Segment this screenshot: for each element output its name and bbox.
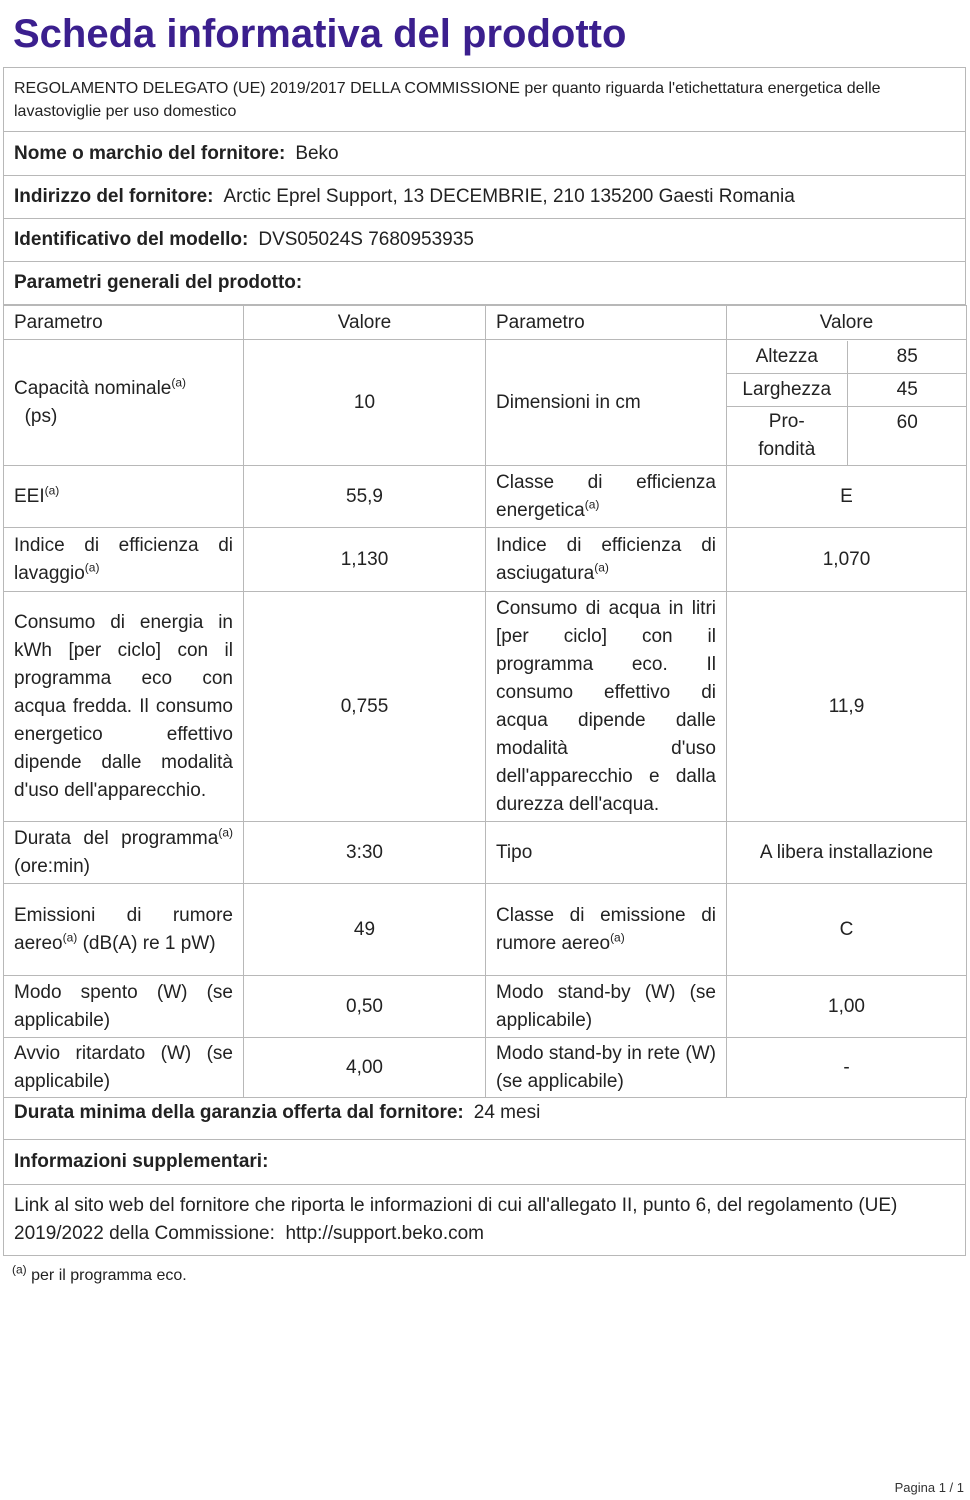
supplier-address-value: Arctic Eprel Support, 13 DECEMBRIE, 210 135200 Gaesti Romania <box>223 186 795 207</box>
additional-info-row <box>3 1140 966 1185</box>
table-row <box>4 528 967 592</box>
water-consumption-label: Consumo di acqua in litri [per ciclo] con il programma eco. Il consumo effettivo di acqua dipende dalle modalità d'uso dell'apparecchio e dalla durezza dell'acqua. <box>486 592 727 822</box>
regulation-text <box>3 67 966 132</box>
model-id-value: DVS05024S 7680953935 <box>258 229 474 250</box>
table-row <box>4 822 967 884</box>
page-number: Pagina 1 / 1 <box>894 1480 964 1495</box>
table-row <box>4 976 967 1038</box>
supplier-name-row <box>3 132 966 176</box>
type-label: Tipo <box>486 822 727 884</box>
page-title: Scheda informativa del prodotto <box>13 12 627 56</box>
off-mode-label: Modo spento (W) (se applicabile) <box>4 976 244 1038</box>
duration-label: Durata del programma$^{(a)}$ (ore:min) <box>4 822 244 884</box>
model-id-label: Identificativo del modello: <box>14 229 249 250</box>
altezza-label: Altezza <box>727 341 847 374</box>
supplier-name-value: Beko <box>295 142 339 164</box>
water-consumption-value: 11,9 <box>727 592 967 822</box>
header-param-2: Parametro <box>486 306 727 340</box>
header-value-2: Valore <box>727 306 967 340</box>
header-param-1: Parametro <box>4 306 244 340</box>
general-params-label: Parametri generali del prodotto: <box>14 272 303 293</box>
supplier-name-label: Nome o marchio del fornitore: <box>14 142 286 164</box>
table-row <box>4 1038 967 1098</box>
supplier-address-label: Indirizzo del fornitore: <box>14 186 214 207</box>
dimensions-label: Dimensioni in cm <box>486 340 727 466</box>
altezza-value: 85 <box>847 341 967 374</box>
profondita-value: 60 <box>896 412 918 433</box>
dry-index-label: Indice di efficienza di asciugatura$^{(a)}$ <box>486 528 727 592</box>
noise-class-label: Classe di emissione di rumore aereo$^{(a)}$ <box>486 884 727 976</box>
delay-start-value: 4,00 <box>244 1038 486 1098</box>
larghezza-value: 45 <box>847 374 967 407</box>
duration-value: 3:30 <box>244 822 486 884</box>
table-row <box>4 592 967 822</box>
profondita-label: Pro-fondità <box>727 407 847 465</box>
eei-label: EEI$^{(a)}$ <box>4 466 244 528</box>
wash-index-value: 1,130 <box>244 528 486 592</box>
off-mode-value: 0,50 <box>244 976 486 1038</box>
supplier-link-text: Link al sito web del fornitore che riporta le informazioni di cui all'allegato II, punto 6, del regolamento (UE) 2019/2022 della Commissione: <box>14 1195 898 1244</box>
capacity-label: Capacità nominale$^{(a)}$ (ps) <box>4 340 244 466</box>
dry-index-value: 1,070 <box>727 528 967 592</box>
warranty-value: 24 mesi <box>473 1102 541 1123</box>
header-value-1: Valore <box>244 306 486 340</box>
eei-value: 55,9 <box>244 466 486 528</box>
footnote-mark: (a) <box>12 1262 27 1277</box>
energy-class-value: E <box>727 466 967 528</box>
parameters-table <box>3 305 967 1098</box>
warranty-row <box>3 1098 966 1140</box>
noise-value: 49 <box>244 884 486 976</box>
energy-class-label: Classe di efficienza energetica$^{(a)}$ <box>486 466 727 528</box>
supplier-link-url[interactable]: http://support.beko.com <box>285 1223 485 1244</box>
dimensions-values <box>727 340 967 466</box>
networked-standby-value: - <box>727 1038 967 1098</box>
table-header-row <box>4 306 967 340</box>
product-sheet <box>3 3 966 1256</box>
regulation-label: REGOLAMENTO DELEGATO (UE) 2019/2017 DELLA COMMISSIONE per quanto riguarda l'etichettatura energetica delle lavastoviglie per uso domestico <box>14 79 881 120</box>
networked-standby-label: Modo stand-by in rete (W) (se applicabile) <box>486 1038 727 1098</box>
table-row <box>4 466 967 528</box>
energy-consumption-value: 0,755 <box>244 592 486 822</box>
standby-value: 1,00 <box>727 976 967 1038</box>
model-id-row <box>3 219 966 262</box>
energy-consumption-label: Consumo di energia in kWh [per ciclo] con il programma eco con acqua fredda. Il consumo energetico effettivo dipende dalle modalità d'uso dell'apparecchio. <box>4 592 244 822</box>
table-row <box>4 340 967 466</box>
standby-label: Modo stand-by (W) (se applicabile) <box>486 976 727 1038</box>
supplier-address-row <box>3 176 966 219</box>
footnote <box>12 1262 187 1285</box>
noise-label: Emissioni di rumore aereo$^{(a)}$ (dB(A) re 1 pW) <box>4 884 244 976</box>
supplier-link-row <box>3 1185 966 1256</box>
table-row <box>4 884 967 976</box>
footnote-text: per il programma eco. <box>31 1267 187 1284</box>
additional-info-label: Informazioni supplementari: <box>14 1151 269 1172</box>
noise-class-value: C <box>727 884 967 976</box>
capacity-value: 10 <box>244 340 486 466</box>
type-value: A libera installazione <box>727 822 967 884</box>
delay-start-label: Avvio ritardato (W) (se applicabile) <box>4 1038 244 1098</box>
larghezza-label: Larghezza <box>727 374 847 407</box>
wash-index-label: Indice di efficienza di lavaggio$^{(a)}$ <box>4 528 244 592</box>
warranty-label: Durata minima della garanzia offerta dal fornitore: <box>14 1102 464 1123</box>
general-params-row <box>3 262 966 305</box>
